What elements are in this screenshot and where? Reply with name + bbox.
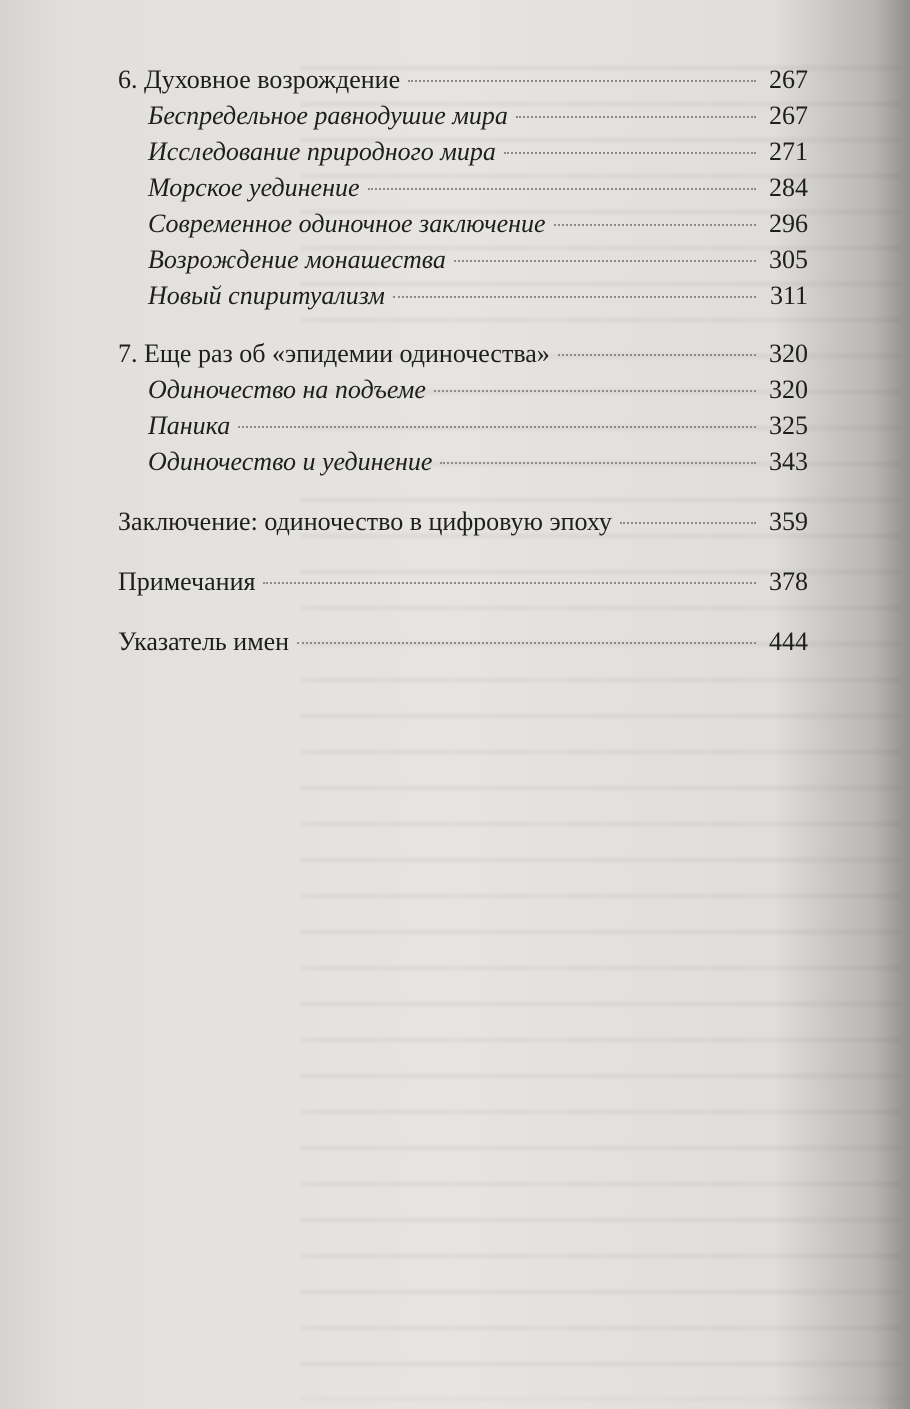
toc-section <box>118 170 808 206</box>
dot-leader <box>440 461 756 464</box>
toc-entry-page: 311 <box>769 281 808 310</box>
toc-chapter-6 <box>118 62 808 98</box>
dot-leader <box>408 79 756 82</box>
toc-entry-page: 320 <box>769 339 808 368</box>
toc-entry-title: Одиночество на подъеме <box>148 375 426 404</box>
toc-entry-page: 271 <box>769 137 808 166</box>
toc-chapter-7 <box>118 336 808 372</box>
toc-entry-page: 305 <box>769 245 808 274</box>
toc-entry-page: 343 <box>769 447 808 476</box>
toc-section <box>118 206 808 242</box>
toc-entry-title: Указатель имен <box>118 627 290 656</box>
toc-entry-title: Примечания <box>118 567 256 596</box>
toc-entry-title: Морское уединение <box>148 173 360 202</box>
dot-leader <box>393 295 756 298</box>
dot-leader <box>238 425 756 428</box>
toc-entry-page: 320 <box>769 375 808 404</box>
toc-entry-title: Одиночество и уединение <box>148 447 433 476</box>
toc-conclusion <box>118 504 808 540</box>
table-of-contents <box>118 62 808 660</box>
dot-leader <box>554 223 756 226</box>
toc-index <box>118 624 808 660</box>
toc-entry-title: Беспредельное равнодушие мира <box>148 101 508 130</box>
toc-section <box>118 98 808 134</box>
toc-entry-page: 359 <box>769 507 808 536</box>
dot-leader <box>368 187 756 190</box>
toc-entry-title: 6. Духовное возрождение <box>118 65 401 94</box>
toc-section <box>118 278 808 314</box>
toc-section <box>118 242 808 278</box>
toc-entry-page: 296 <box>769 209 808 238</box>
dot-leader <box>620 521 756 524</box>
toc-entry-page: 267 <box>769 101 808 130</box>
toc-section <box>118 134 808 170</box>
toc-section <box>118 408 808 444</box>
toc-entry-title: 7. Еще раз об «эпидемии одиночества» <box>118 339 550 368</box>
toc-entry-title: Исследование природного мира <box>148 137 496 166</box>
toc-entry-title: Новый спиритуализм <box>148 281 385 310</box>
toc-notes <box>118 564 808 600</box>
dot-leader <box>516 115 756 118</box>
dot-leader <box>504 151 756 154</box>
toc-section <box>118 444 808 480</box>
dot-leader <box>297 641 756 644</box>
toc-entry-page: 444 <box>769 627 808 656</box>
toc-entry-page: 325 <box>769 411 808 440</box>
dot-leader <box>434 389 756 392</box>
dot-leader <box>263 581 756 584</box>
toc-entry-title: Паника <box>148 411 231 440</box>
dot-leader <box>558 353 756 356</box>
toc-entry-page: 378 <box>769 567 808 596</box>
toc-entry-page: 267 <box>769 65 808 94</box>
toc-entry-title: Заключение: одиночество в цифровую эпоху <box>118 507 612 536</box>
toc-entry-title: Современное одиночное заключение <box>148 209 546 238</box>
toc-entry-title: Возрождение монашества <box>148 245 446 274</box>
toc-entry-page: 284 <box>769 173 808 202</box>
dot-leader <box>454 259 756 262</box>
toc-section <box>118 372 808 408</box>
